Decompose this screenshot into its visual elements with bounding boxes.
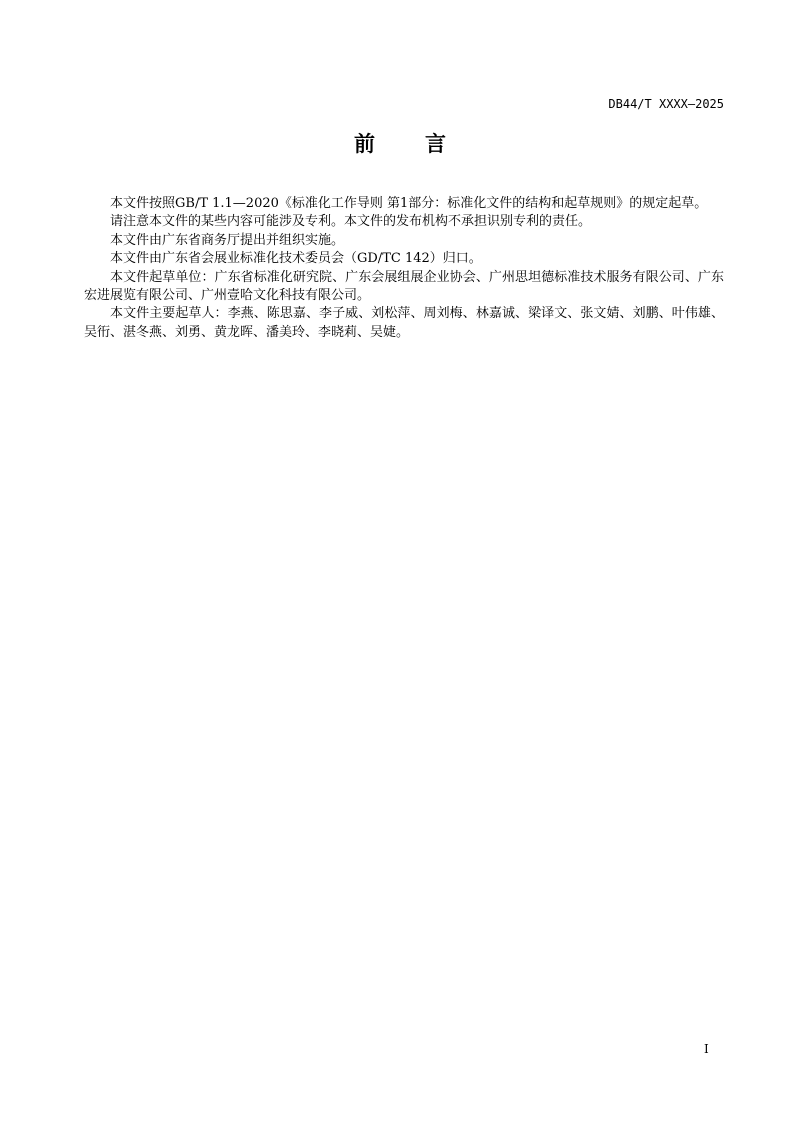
- paragraph-drafters: 本文件主要起草人：李燕、陈思嘉、李子威、刘松萍、周刘梅、林嘉诚、梁译文、张文婧、刘鹏、叶伟雄、吴衎、湛冬燕、刘勇、黄龙晖、潘美玲、李晓莉、吴婕。: [84, 306, 724, 340]
- page-title: 前言: [354, 132, 496, 156]
- foreword-body: [84, 195, 724, 342]
- document-code: DB44/T XXXX—2025: [608, 97, 724, 111]
- paragraph-technical-committee: 本文件由广东省会展业标准化技术委员会（GD/TC 142）归口。: [110, 251, 482, 267]
- paragraph-patent-notice: 请注意本文件的某些内容可能涉及专利。本文件的发布机构不承担识别专利的责任。: [110, 214, 592, 230]
- page-number: I: [704, 1042, 709, 1056]
- paragraph-drafting-rules: 本文件按照GB/T 1.1—2020《标准化工作导则 第1部分：标准化文件的结构和起草规则》的规定起草。: [110, 196, 708, 211]
- paragraph-proposer: 本文件由广东省商务厅提出并组织实施。: [110, 232, 345, 248]
- paragraph-drafting-organizations: 本文件起草单位：广东省标准化研究院、广东会展组展企业协会、广州思坦德标准技术服务有限公司、广东宏进展览有限公司、广州壹哈文化科技有限公司。: [84, 269, 724, 304]
